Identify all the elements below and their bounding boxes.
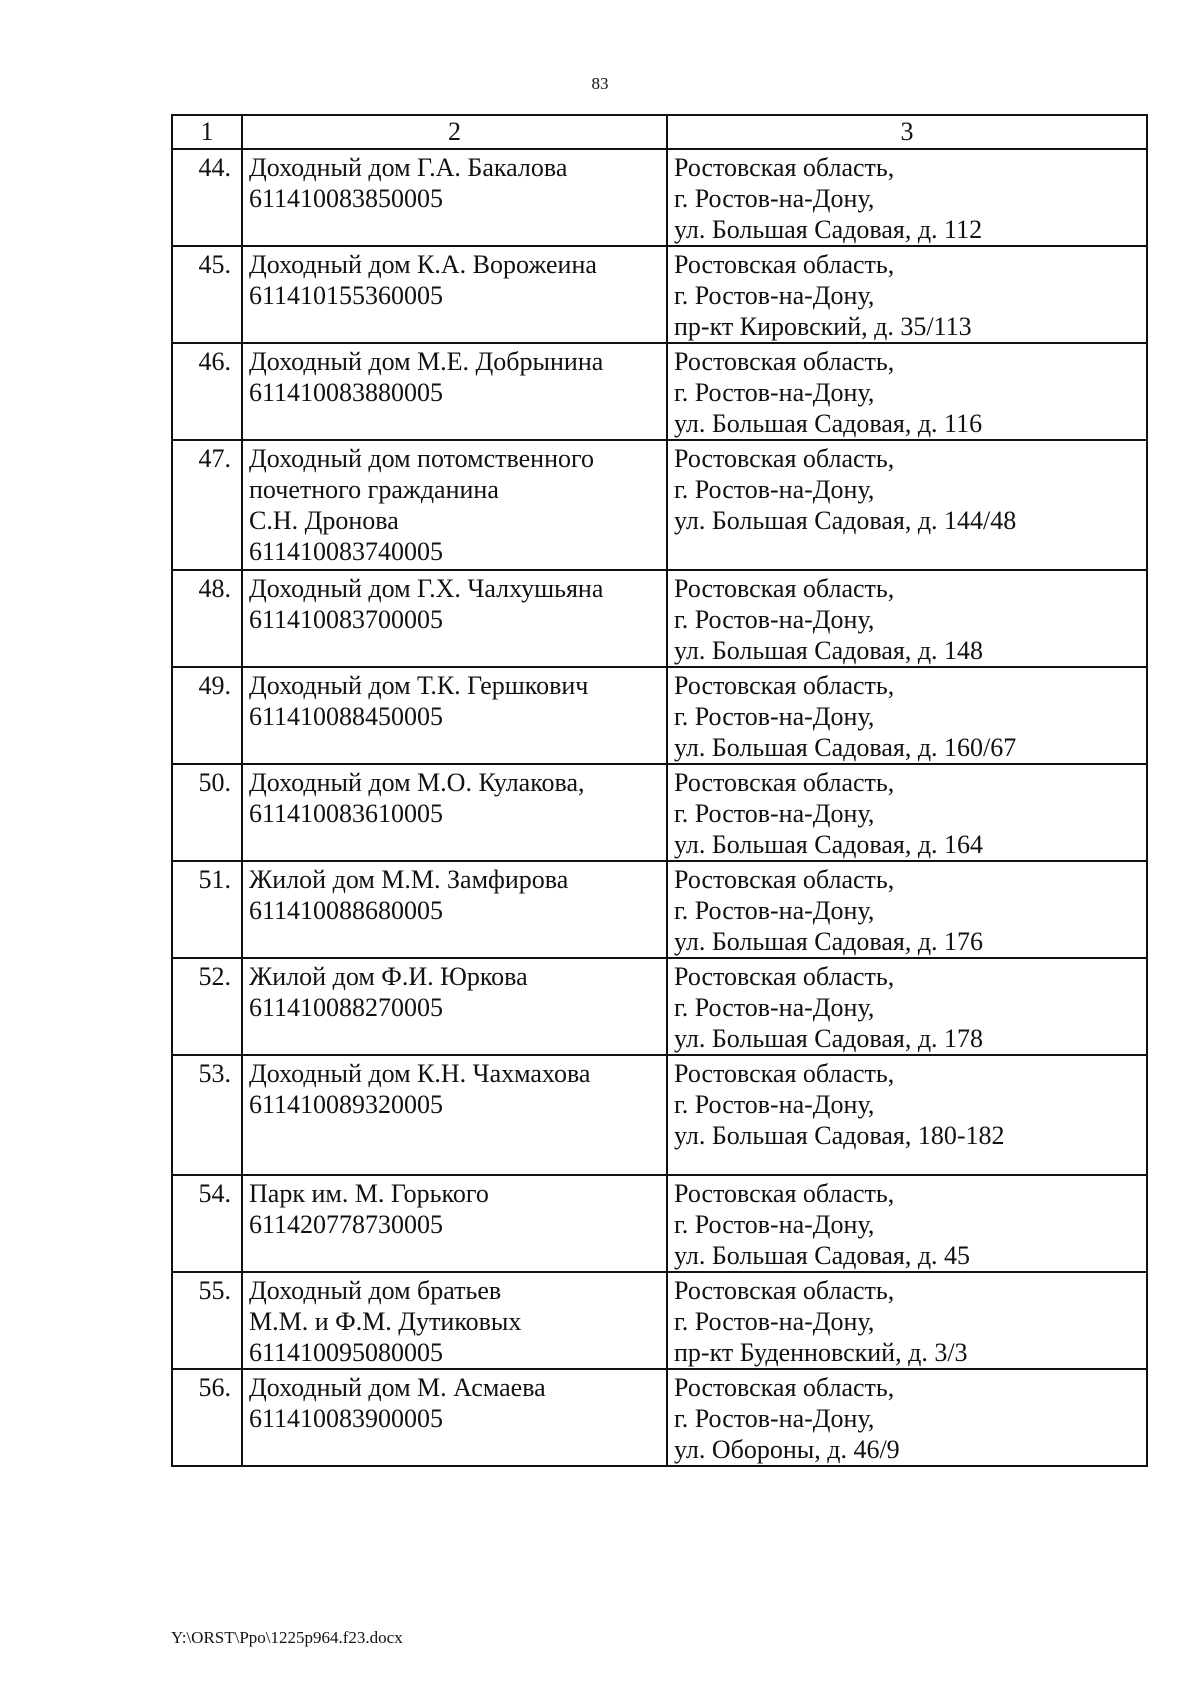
table-row bbox=[172, 149, 1147, 246]
address-line: г. Ростов-на-Дону, bbox=[674, 1404, 875, 1433]
address-line: ул. Большая Садовая, д. 160/67 bbox=[674, 733, 1017, 762]
header-col-3: 3 bbox=[667, 115, 1147, 149]
object-name-line: 611410083700005 bbox=[249, 605, 444, 634]
address-line: Ростовская область, bbox=[674, 153, 895, 182]
address-cell bbox=[667, 667, 1147, 764]
address-cell bbox=[667, 246, 1147, 343]
address-line: ул. Обороны, д. 46/9 bbox=[674, 1435, 900, 1464]
object-name-line: Доходный дом Г.А. Бакалова bbox=[249, 153, 568, 182]
table-row bbox=[172, 246, 1147, 343]
object-name-line: 611410088680005 bbox=[249, 896, 444, 925]
row-number: 53. bbox=[172, 1055, 242, 1175]
row-number: 54. bbox=[172, 1175, 242, 1272]
object-name-line: Доходный дом потомственного bbox=[249, 444, 595, 473]
object-name-line: 611410083610005 bbox=[249, 799, 444, 828]
object-name-cell bbox=[242, 343, 667, 440]
row-number: 48. bbox=[172, 570, 242, 667]
object-name-line: Доходный дом Т.К. Гершкович bbox=[249, 671, 589, 700]
object-name-line: Доходный дом М.О. Кулакова, bbox=[249, 768, 585, 797]
table-row bbox=[172, 1055, 1147, 1175]
address-line: г. Ростов-на-Дону, bbox=[674, 993, 875, 1022]
object-name-cell bbox=[242, 764, 667, 861]
table-row bbox=[172, 958, 1147, 1055]
row-number: 50. bbox=[172, 764, 242, 861]
address-line: Ростовская область, bbox=[674, 250, 895, 279]
address-cell bbox=[667, 861, 1147, 958]
row-number: 51. bbox=[172, 861, 242, 958]
table-row bbox=[172, 440, 1147, 570]
object-name-line: Доходный дом К.Н. Чахмахова bbox=[249, 1059, 591, 1088]
object-name-line: 611410089320005 bbox=[249, 1090, 444, 1119]
object-name-cell bbox=[242, 149, 667, 246]
table-row bbox=[172, 343, 1147, 440]
object-name-line: Парк им. М. Горького bbox=[249, 1179, 489, 1208]
heritage-objects-table bbox=[171, 114, 1148, 1467]
address-line: Ростовская область, bbox=[674, 444, 895, 473]
address-line: г. Ростов-на-Дону, bbox=[674, 184, 875, 213]
object-name-line: 611410155360005 bbox=[249, 281, 444, 310]
address-line: ул. Большая Садовая, д. 45 bbox=[674, 1241, 971, 1270]
address-line: г. Ростов-на-Дону, bbox=[674, 475, 875, 504]
row-number: 56. bbox=[172, 1369, 242, 1466]
address-line: пр-кт Кировский, д. 35/113 bbox=[674, 312, 972, 341]
object-name-line: Доходный дом братьев bbox=[249, 1276, 502, 1305]
file-path-footer: Y:\ORST\Ppo\1225p964.f23.docx bbox=[171, 1628, 403, 1647]
address-line: г. Ростов-на-Дону, bbox=[674, 896, 875, 925]
address-line: г. Ростов-на-Дону, bbox=[674, 1307, 875, 1336]
row-number: 47. bbox=[172, 440, 242, 570]
object-name-line: Доходный дом К.А. Ворожеина bbox=[249, 250, 597, 279]
object-name-cell bbox=[242, 861, 667, 958]
address-line: ул. Большая Садовая, д. 144/48 bbox=[674, 506, 1017, 535]
object-name-line: Доходный дом М.Е. Добрынина bbox=[249, 347, 604, 376]
object-name-line: 611410083850005 bbox=[249, 184, 444, 213]
row-number: 49. bbox=[172, 667, 242, 764]
address-line: Ростовская область, bbox=[674, 1179, 895, 1208]
table-row bbox=[172, 861, 1147, 958]
object-name-cell bbox=[242, 1369, 667, 1466]
table-row bbox=[172, 1272, 1147, 1369]
object-name-line: Доходный дом М. Асмаева bbox=[249, 1373, 546, 1402]
object-name-cell bbox=[242, 1055, 667, 1175]
object-name-line: 611410083740005 bbox=[249, 537, 444, 566]
address-cell bbox=[667, 1055, 1147, 1175]
address-line: ул. Большая Садовая, д. 176 bbox=[674, 927, 984, 956]
address-cell bbox=[667, 1175, 1147, 1272]
object-name-line: 611410083880005 bbox=[249, 378, 444, 407]
address-line: г. Ростов-на-Дону, bbox=[674, 378, 875, 407]
table-header-row bbox=[172, 115, 1147, 149]
object-name-line: 611410095080005 bbox=[249, 1338, 444, 1367]
object-name-line: 611410088450005 bbox=[249, 702, 444, 731]
address-line: г. Ростов-на-Дону, bbox=[674, 1210, 875, 1239]
object-name-line: 611410088270005 bbox=[249, 993, 444, 1022]
address-line: Ростовская область, bbox=[674, 347, 895, 376]
row-number: 52. bbox=[172, 958, 242, 1055]
address-line: ул. Большая Садовая, д. 164 bbox=[674, 830, 984, 859]
address-cell bbox=[667, 1272, 1147, 1369]
row-number: 46. bbox=[172, 343, 242, 440]
table-body bbox=[172, 149, 1147, 1466]
address-cell bbox=[667, 958, 1147, 1055]
object-name-line: почетного гражданина bbox=[249, 475, 499, 504]
row-number: 45. bbox=[172, 246, 242, 343]
address-line: Ростовская область, bbox=[674, 865, 895, 894]
object-name-line: С.Н. Дронова bbox=[249, 506, 399, 535]
object-name-cell bbox=[242, 1175, 667, 1272]
address-line: Ростовская область, bbox=[674, 768, 895, 797]
address-line: г. Ростов-на-Дону, bbox=[674, 605, 875, 634]
table-row bbox=[172, 570, 1147, 667]
header-col-2: 2 bbox=[242, 115, 667, 149]
address-cell bbox=[667, 440, 1147, 570]
object-name-cell bbox=[242, 1272, 667, 1369]
address-line: Ростовская область, bbox=[674, 1373, 895, 1402]
row-number: 55. bbox=[172, 1272, 242, 1369]
object-name-line: Жилой дом Ф.И. Юркова bbox=[249, 962, 528, 991]
row-number: 44. bbox=[172, 149, 242, 246]
address-line: пр-кт Буденновский, д. 3/3 bbox=[674, 1338, 968, 1367]
object-name-line: 611420778730005 bbox=[249, 1210, 444, 1239]
object-name-line: М.М. и Ф.М. Дутиковых bbox=[249, 1307, 522, 1336]
object-name-line: 611410083900005 bbox=[249, 1404, 444, 1433]
table-row bbox=[172, 1369, 1147, 1466]
address-line: ул. Большая Садовая, д. 178 bbox=[674, 1024, 984, 1053]
object-name-line: Жилой дом М.М. Замфирова bbox=[249, 865, 569, 894]
object-name-cell bbox=[242, 570, 667, 667]
address-cell bbox=[667, 570, 1147, 667]
header-col-1: 1 bbox=[172, 115, 242, 149]
page-number: 83 bbox=[591, 74, 609, 93]
address-line: г. Ростов-на-Дону, bbox=[674, 702, 875, 731]
object-name-cell bbox=[242, 440, 667, 570]
address-line: г. Ростов-на-Дону, bbox=[674, 281, 875, 310]
object-name-cell bbox=[242, 246, 667, 343]
address-cell bbox=[667, 343, 1147, 440]
address-cell bbox=[667, 764, 1147, 861]
address-line: г. Ростов-на-Дону, bbox=[674, 1090, 875, 1119]
address-line: г. Ростов-на-Дону, bbox=[674, 799, 875, 828]
address-cell bbox=[667, 149, 1147, 246]
object-name-cell bbox=[242, 958, 667, 1055]
object-name-cell bbox=[242, 667, 667, 764]
table-row bbox=[172, 1175, 1147, 1272]
address-line: Ростовская область, bbox=[674, 962, 895, 991]
address-line: Ростовская область, bbox=[674, 671, 895, 700]
address-line: Ростовская область, bbox=[674, 574, 895, 603]
table-row bbox=[172, 764, 1147, 861]
address-line: ул. Большая Садовая, д. 116 bbox=[674, 409, 983, 438]
object-name-line: Доходный дом Г.Х. Чалхушьяна bbox=[249, 574, 604, 603]
address-line: ул. Большая Садовая, д. 112 bbox=[674, 215, 983, 244]
address-cell bbox=[667, 1369, 1147, 1466]
address-line: ул. Большая Садовая, 180-182 bbox=[674, 1121, 1005, 1150]
address-line: Ростовская область, bbox=[674, 1059, 895, 1088]
table-row bbox=[172, 667, 1147, 764]
address-line: ул. Большая Садовая, д. 148 bbox=[674, 636, 984, 665]
address-line: Ростовская область, bbox=[674, 1276, 895, 1305]
